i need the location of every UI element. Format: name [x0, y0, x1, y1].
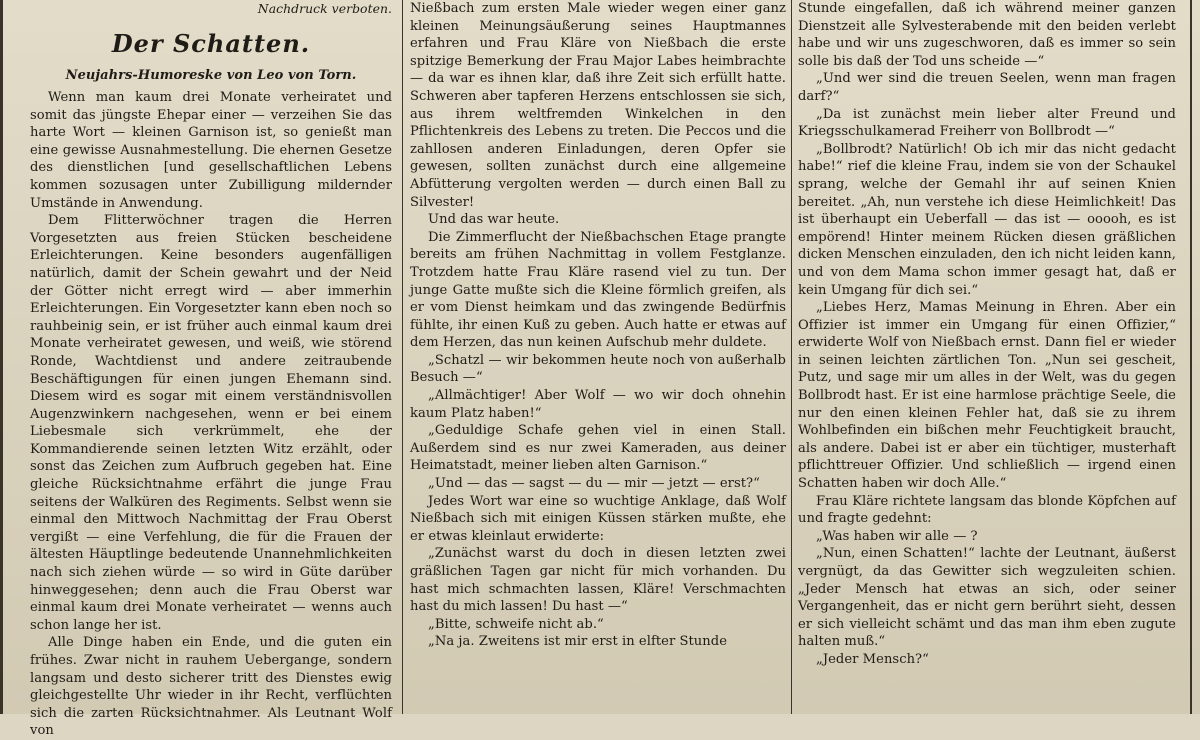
paragraph: „Was haben wir alle — ?	[816, 528, 978, 544]
column-rule-left	[0, 0, 3, 714]
paragraph: Stunde eingefallen, daß ich während meiner ganzen Dienstzeit alle Sylvesterabende mit den beiden verlebt habe und wir uns zugeschworen, daß es immer so sein solle bis daß der Tod uns scheide —“	[798, 1, 1176, 69]
paragraph: Und das war heute.	[428, 212, 560, 228]
paragraph: „Und — das — sagst — du — mir — jetzt — erst?“	[428, 476, 760, 492]
reprint-notice: Nachdruck verboten.	[257, 1, 392, 16]
column-rule-1	[402, 0, 403, 714]
column-rule-2	[791, 0, 792, 714]
column-2	[410, 0, 786, 714]
column-1	[30, 0, 392, 739]
paragraph: „Und wer sind die treuen Seelen, wenn man fragen darf?“	[798, 71, 1176, 104]
paragraph: „Liebes Herz, Mamas Meinung in Ehren. Aber ein Offizier ist immer ein Umgang für einen Offizier,“ erwiderte Wolf von Nießbach ernst. Dann fiel er wieder in seinen leichten zärtlichen Ton. „Nun sei gescheit, Putz, und sage mir um alles in der Welt, was du gegen Bollbrodt hast. Er ist eine harmlose prächtige Seele, die nur den einen kleinen Fehler hat, daß sie zu ihrem Wohlbefinden ein bißchen mehr Feuchtigkeit braucht, als andere. Dabei ist er aber ein tüchtiger, musterhaft pflichttreuer Offizier. Und schließlich — irgend einen Schatten haben wir doch Alle.“	[798, 300, 1176, 492]
paragraph: „Zunächst warst du doch in diesen letzten zwei gräßlichen Tagen gar nicht für mich vorhanden. Du hast mich schmachten lassen, Kläre! Verschmachten hast du mich lassen! Du hast —“	[410, 546, 786, 615]
paragraph: Dem Flitterwöchner tragen die Herren Vorgesetzten aus freien Stücken bescheidene Erleichterungen. Keine besonders augenfälligen natürlich, damit der Schein gewahrt und der Neid der Götter nicht erregt wird — aber immerhin Erleichterungen. Ein Vorgesetzter kann eben noch so rauhbeinig sein, er ist früher auch einmal kaum drei Monate verheiratet gewesen, und weiß, wie störend Ronde, Wachtdienst und andere zeitraubende Beschäftigungen für einen jungen Ehemann sind. Diesem wird es sogar mit einem verständnisvollen Augenzwinkern nachgesehen, wenn er bei einem Liebesmale sich verkrümmelt, ehe der Kommandierende seinen letzten Witz erzählt, oder sonst das Zeichen zum Aufbruch gegeben hat. Eine gleiche Rücksichtnahme erfährt die junge Frau seitens der Walküren des Regiments. Selbst wenn sie einmal den Mittwoch Nachmittag der Frau Oberst vergißt — eine Verfehlung, die für die Frauen der ältesten Häuptlinge bedeutende Unannehmlichkeiten nach sich ziehen würde — so wird in Güte darüber hinweggesehen; denn auch die Frau Oberst war einmal kaum drei Monate verheiratet — wenns auch schon lange her ist.	[30, 213, 392, 633]
paragraph: Wenn man kaum drei Monate verheiratet und somit das jüngste Ehepar einer — verzeihen Sie das harte Wort — kleinen Garnison ist, so genießt man eine gewisse Ausnahmestellung. Die ehernen Gesetze des dienstlichen [und gesellschaftlichen Lebens kommen sozusagen unter Zubilligung mildernder Umstände in Anwendung.	[30, 90, 392, 211]
paragraph: Nießbach zum ersten Male wieder wegen einer ganz kleinen Meinungsäußerung seines Hauptmannes erfahren und Frau Kläre von Nießbach die erste spitzige Bemerkung der Frau Major Labes heimbrachte — da war es ihnen klar, daß ihre Zeit sich erfüllt hatte. Schweren aber tapferen Herzens entschlossen sie sich, aus ihrem weltfremden Winkelchen in den Pflichtenkreis des Lebens zu treten. Die Peccos und die zahllosen anderen Einladungen, deren Opfer sie gewesen, sollten zunächst durch eine allgemeine Abfütterung vergolten werden — durch einen Ball zu Silvester!	[410, 1, 786, 210]
paragraph: „Na ja. Zweitens ist mir erst in elfter Stunde	[428, 634, 727, 650]
paragraph: „Jeder Mensch?“	[816, 651, 929, 667]
paragraph: Jedes Wort war eine so wuchtige Anklage, daß Wolf Nießbach sich mit einigen Küssen stärken mußte, ehe er etwas kleinlaut erwiderte:	[410, 493, 786, 544]
paragraph: „Allmächtiger! Aber Wolf — wo wir doch ohnehin kaum Platz haben!“	[410, 388, 786, 421]
paragraph: „Bollbrodt? Natürlich! Ob ich mir das nicht gedacht habe!“ rief die kleine Frau, indem sie von der Schaukel sprang, welche der Gemahl ihr auf seinen Knien bereitet. „Ah, nun verstehe ich diese Heimlichkeit! Das ist überhaupt ein Ueberfall — das ist — ooooh, es ist empörend! Hinter meinem Rücken diesen gräßlichen dicken Menschen einzuladen, den ich nicht leiden kann, und von dem Mama schon immer gesagt hat, daß er kein Umgang für dich sei.“	[798, 141, 1176, 298]
paragraph: Alle Dinge haben ein Ende, und die guten ein frühes. Zwar nicht in rauhem Uebergange, sondern langsam und desto sicherer tritt des Dienstes ewig gleichgestellte Uhr wieder in ihr Recht, verflüchten sich die zarten Rücksichtnahmer. Als Leutnant Wolf von	[30, 635, 392, 739]
paragraph: Die Zimmerflucht der Nießbachschen Etage prangte bereits am frühen Nachmittag in vollem Festglanze. Trotzdem hatte Frau Kläre rasend viel zu tun. Der junge Gatte mußte sich die Kleine förmlich greifen, als er vom Dienst heimkam und das zwingende Bedürfnis fühlte, ihr einen Kuß zu geben. Auch hatte er etwas auf dem Herzen, das nun keinen Aufschub mehr duldete.	[410, 229, 786, 351]
paragraph: Frau Kläre richtete langsam das blonde Köpfchen auf und fragte gedehnt:	[798, 493, 1176, 527]
paragraph: „Da ist zunächst mein lieber alter Freund und Kriegsschulkamerad Freiherr von Bollbrodt —“	[798, 106, 1176, 140]
article-subtitle: Neujahrs-Humoreske von Leo von Torn.	[65, 68, 357, 83]
column-rule-right	[1190, 0, 1192, 714]
article-title: Der Schatten.	[111, 29, 311, 58]
paragraph: „Geduldige Schafe gehen viel in einen Stall. Außerdem sind es nur zwei Kameraden, aus deiner Heimatstadt, meiner lieben alten Garnison.“	[410, 423, 786, 474]
paragraph: „Schatzl — wir bekommen heute noch von außerhalb Besuch —“	[410, 352, 786, 386]
paragraph: „Bitte, schweife nicht ab.“	[428, 616, 604, 632]
column-3	[798, 0, 1176, 714]
paragraph: „Nun, einen Schatten!“ lachte der Leutnant, äußerst vergnügt, da das Gewitter sich wegzuleiten schien. „Jeder Mensch hat etwas an sich, oder seiner Vergangenheit, das er nicht gern berührt sieht, dessen er sich vielleicht schämt und das man ihm eben zugute halten muß.“	[798, 546, 1176, 650]
